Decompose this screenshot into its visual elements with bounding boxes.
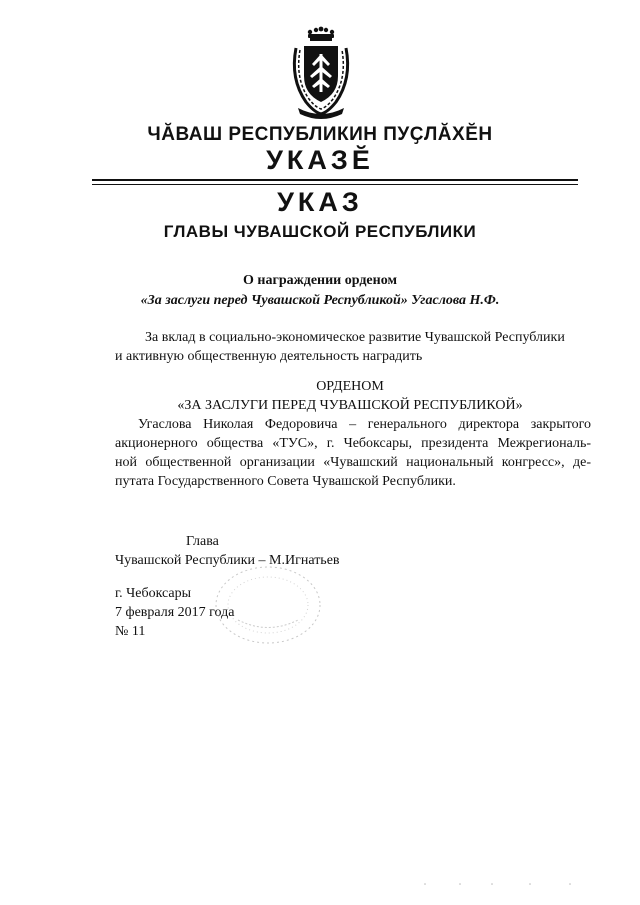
header-rule-thin [92, 184, 578, 185]
order-name-line-1: ОРДЕНОМ [316, 379, 384, 394]
paragraph-1-line-2: и активную общественную деятельность наградить [115, 349, 423, 364]
chuvash-header-line: ЧӐВАШ РЕСПУБЛИКИН ПУҪЛӐХӖН [147, 124, 493, 145]
paragraph-2-line-1: Угаслова Николая Федоровича – генерального директора закрытого [138, 417, 591, 432]
decree-number: № 11 [115, 624, 146, 639]
issue-place: г. Чебоксары [115, 586, 192, 601]
decree-subtitle: ГЛАВЫ ЧУВАШСКОЙ РЕСПУБЛИКИ [163, 222, 477, 241]
header-rule-thick [92, 179, 578, 181]
subject-line-2: «За заслуги перед Чувашской Республикой» Угаслова Н.Ф. [140, 293, 500, 308]
coat-of-arms-icon [288, 24, 354, 122]
order-name-line-2: «ЗА ЗАСЛУГИ ПЕРЕД ЧУВАШСКОЙ РЕСПУБЛИКОЙ» [177, 398, 523, 413]
subject-line-1: О награждении орденом [243, 273, 397, 288]
issue-date: 7 февраля 2017 года [115, 605, 235, 620]
paragraph-2-line-4: путата Государственного Совета Чувашской Республики. [115, 474, 456, 489]
signatory-title: Глава [186, 534, 219, 549]
paragraph-2-line-3: ной общественной организации «Чувашский национальный конгресс», де- [115, 455, 591, 470]
scan-speckles [420, 880, 590, 888]
signatory-name: Чувашской Республики – М.Игнатьев [115, 553, 340, 568]
decree-title: УКАЗ [277, 187, 363, 217]
chuvash-decree-title: УКАЗӖ [266, 145, 374, 175]
paragraph-2-line-2: акционерного общества «ТУС», г. Чебоксары, президента Межрегиональ- [115, 436, 591, 451]
paragraph-1-line-1: За вклад в социально-экономическое развитие Чувашской Республики [145, 330, 565, 345]
